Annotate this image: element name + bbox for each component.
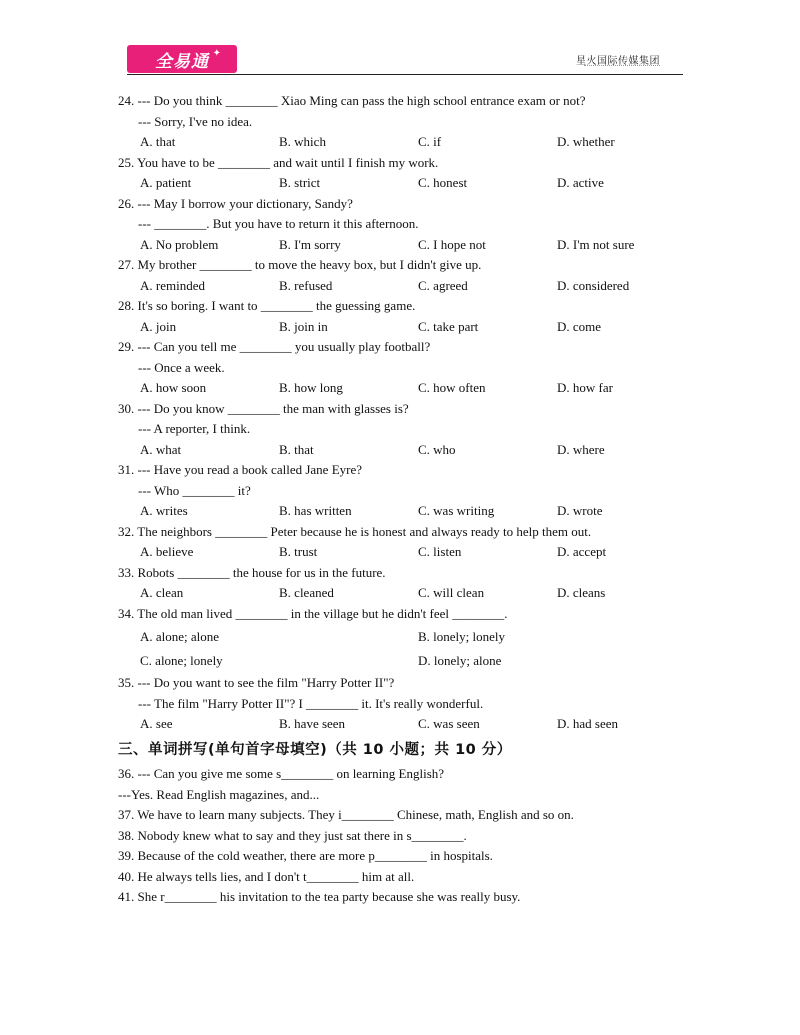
question-dialogue: --- The film "Harry Potter II"? I ________ it. It's really wonderful. [138,695,484,711]
spelling-question-line: 39. Because of the cold weather, there are more p________ in hospitals. [118,848,493,863]
option-row [118,583,678,604]
question-34 [118,604,678,673]
option: D. cleans [557,585,606,600]
option-row [118,625,678,648]
option-row [118,132,678,153]
multiple-choice-list [118,91,678,604]
option: B. have seen [279,716,346,731]
question-stem: 32. The neighbors ________ Peter because he is honest and always ready to help them out. [118,523,592,539]
question-stem: 29. --- Can you tell me ________ you usually play football? [118,339,431,354]
option: C. alone; lonely [140,653,223,668]
question-item [118,91,678,153]
option: A. No problem [140,236,219,252]
option: C. who [418,441,456,457]
option: B. refused [279,277,333,293]
question-stem: 28. It's so boring. I want to ________ the guessing game. [118,298,416,313]
question-stem: 27. My brother ________ to move the heavy box, but I didn't give up. [118,257,482,272]
option: C. agreed [418,277,468,293]
option: D. considered [557,277,630,293]
option: B. lonely; lonely [418,629,506,644]
option: A. patient [140,175,192,190]
option-row [118,649,678,672]
question-item [118,460,678,522]
spelling-question-line: 38. Nobody knew what to say and they just sat there in s________. [118,827,467,843]
option: C. I hope not [418,236,486,252]
option: A. clean [140,585,184,600]
option-row [118,542,678,563]
option: C. listen [418,544,462,559]
question-dialogue: --- Sorry, I've no idea. [138,113,253,129]
question-stem: 33. Robots ________ the house for us in the future. [118,564,386,580]
question-item [118,522,678,563]
option: D. I'm not sure [557,236,635,252]
question-item [118,255,678,296]
option-row [118,276,678,297]
option: A. that [140,134,176,149]
option: A. believe [140,544,194,559]
question-dialogue: --- A reporter, I think. [138,421,251,436]
option: C. was writing [418,503,495,518]
option: B. has written [279,503,352,518]
exam-content [118,91,678,908]
option-row [118,714,678,735]
option-row [118,378,678,399]
option-row [118,235,678,256]
option: A. writes [140,503,188,518]
option-row [118,317,678,338]
option: B. trust [279,544,318,559]
star-icon: ✦ [212,48,221,59]
option: B. which [279,134,326,149]
option: D. wrote [557,503,603,518]
option: C. how often [418,380,486,395]
option-row [118,440,678,461]
option: A. alone; alone [140,629,220,644]
question-item [118,296,678,337]
option: B. cleaned [279,585,334,600]
option-row [118,501,678,522]
spelling-question-line: 36. --- Can you give me some s________ on learning English? [118,766,445,781]
question-item [118,563,678,604]
option: B. strict [279,175,321,190]
publisher-name: 星火国际传媒集团 [576,56,660,67]
page-header [0,0,800,80]
spelling-question-line: 41. She r________ his invitation to the tea party because she was really busy. [118,889,521,904]
question-stem: 30. --- Do you know ________ the man with glasses is? [118,400,409,416]
question-dialogue: --- Once a week. [138,359,225,375]
question-stem: 24. --- Do you think ________ Xiao Ming can pass the high school entrance exam or not? [118,93,586,108]
question-dialogue: --- Who ________ it? [138,482,251,498]
option: B. join in [279,318,328,334]
question-item [118,153,678,194]
publisher-tagline-line [584,65,660,68]
option: D. come [557,318,602,334]
header-divider [127,74,683,75]
logo-text: 全易通 [155,51,209,72]
option: D. how far [557,380,613,395]
spelling-question-line: 37. We have to learn many subjects. They i________ Chinese, math, English and so on. [118,807,574,822]
option: A. what [140,441,182,457]
brand-logo [127,45,237,73]
question-item [118,194,678,256]
option: C. will clean [418,585,485,600]
option: D. whether [557,134,615,149]
option: D. had seen [557,716,619,731]
option: C. honest [418,175,468,190]
option: B. that [279,441,314,457]
question-stem: 31. --- Have you read a book called Jane Eyre? [118,462,362,477]
question-stem: 25. You have to be ________ and wait until I finish my work. [118,154,439,170]
question-item [118,337,678,399]
option: C. if [418,134,442,149]
option: B. I'm sorry [279,236,341,252]
option: C. take part [418,318,479,334]
option: A. join [140,318,177,334]
question-dialogue: --- ________. But you have to return it this afternoon. [138,216,419,231]
question-stem: 35. --- Do you want to see the film "Harry Potter II"? [118,675,395,690]
option: A. how soon [140,380,207,395]
question-35 [118,673,678,735]
option: A. reminded [140,277,205,293]
option: D. lonely; alone [418,653,502,668]
section-title: 三、单词拼写(单句首字母填空)（共 10 小题；共 10 分） [118,741,512,758]
question-stem: 34. The old man lived ________ in the village but he didn't feel ________. [118,605,508,621]
option: D. accept [557,544,607,559]
option: D. where [557,441,605,457]
option: B. how long [279,380,343,395]
question-stem: 26. --- May I borrow your dictionary, Sandy? [118,195,353,211]
spelling-question-line: 40. He always tells lies, and I don't t________ him at all. [118,868,415,884]
option: C. was seen [418,716,480,731]
spelling-question-line: ---Yes. Read English magazines, and... [118,786,320,802]
question-item [118,399,678,461]
option-row [118,173,678,194]
option: D. active [557,175,604,190]
spelling-questions [118,764,678,908]
option: A. see [140,716,173,731]
